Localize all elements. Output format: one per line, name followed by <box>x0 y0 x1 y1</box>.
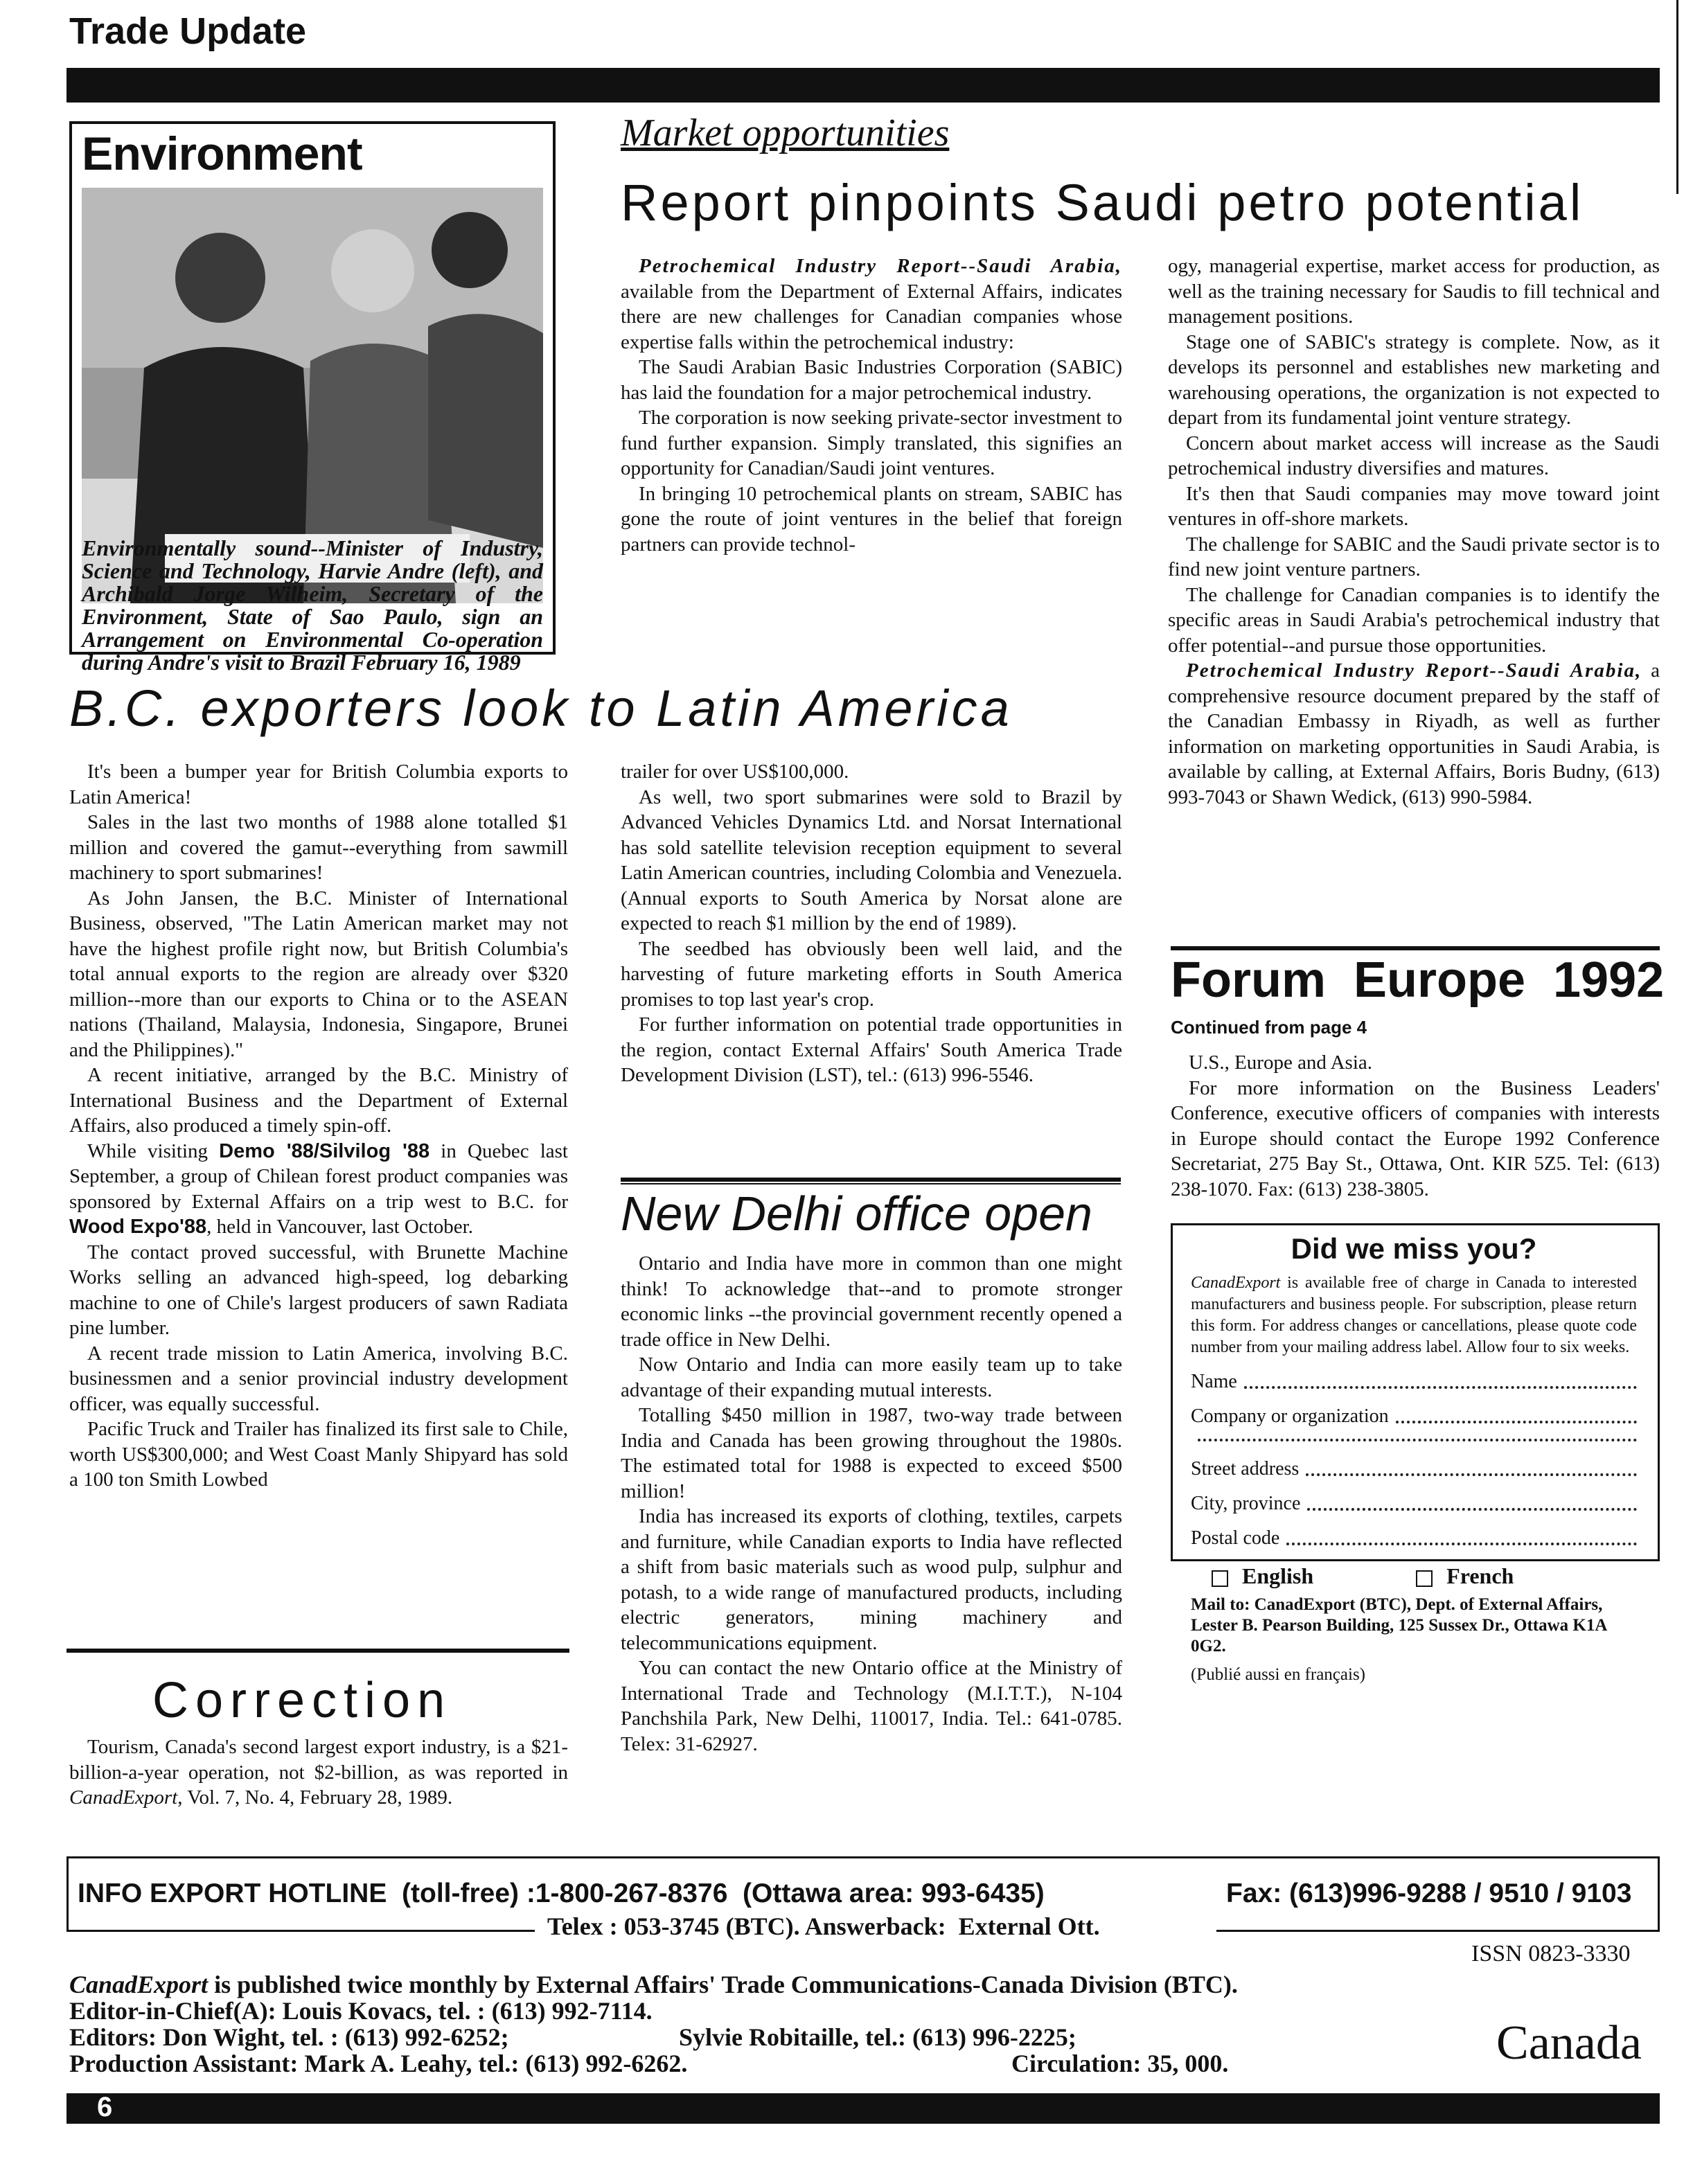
bc-text: As John Jansen, the B.C. Minister of International Business, observed, "The Latin American market may not have the highest profile right now, but British Columbia's total annual exports to the region are already over $320 million--more than our exports to China or to the ASEAN nations (Thailand, Malaysia, Indonesia, Singapore, Brunei and the Philippines)." <box>69 887 568 1061</box>
canada-wordmark: Canada <box>1496 2016 1642 2070</box>
masthead <box>69 1971 1524 2077</box>
form-field-label: Company or organization <box>1191 1405 1389 1427</box>
masthead-editors <box>69 2024 1524 2050</box>
bc-text: As well, two sport submarines were sold to Brazil by Advanced Vehicles Dynamics Ltd. and Norsat International has sold satellite television reception equipment to several Latin American countries, including Colombia and Venezuela. (Annual exports to South America by Norsat alone are expected to reach $1 million by the end of 1989). <box>621 785 1122 934</box>
page-number: 6 <box>97 2092 113 2122</box>
bc-paragraph <box>69 886 568 1063</box>
environment-heading: Environment <box>82 127 362 180</box>
french-checkbox[interactable] <box>1416 1570 1433 1587</box>
forum-continued: Continued from page 4 <box>1171 1017 1367 1038</box>
bc-paragraph <box>621 785 1122 936</box>
forum-paragraph: U.S., Europe and Asia. <box>1189 1051 1372 1074</box>
saudi-text: available from the Department of External Affairs, indicates there are new challenges for Canadian companies whose expertise falls within the petrochemical industry: <box>621 280 1122 353</box>
section-title: Trade Update <box>69 10 307 52</box>
saudi-report-title: Petrochemical Industry Report--Saudi Arabia, <box>1186 659 1642 682</box>
bc-paragraph <box>69 1417 568 1493</box>
saudi-column-2 <box>1168 254 1660 810</box>
saudi-paragraph <box>1168 583 1660 659</box>
issn: ISSN 0823-3330 <box>1471 1941 1631 1967</box>
saudi-text: a comprehensive resource document prepared by the staff of the Canadian Embassy in Riyadh, as well as further information on marketing opportunities in Saudi Arabia, is available by calling, at External Affairs, Boris Budny, (613) 993-7043 or Shawn Wedick, (613) 990-5984. <box>1168 659 1660 808</box>
saudi-text: The corporation is now seeking private-sector investment to fund further expansion. Simply translated, this signifies an opportunity for Canadian/Saudi joint ventures. <box>621 407 1122 479</box>
circulation: Circulation: 35, 000. <box>1011 2050 1229 2077</box>
saudi-headline: Report pinpoints Saudi petro potential <box>621 174 1584 231</box>
forum-rule <box>1171 946 1660 950</box>
saudi-text: The challenge for Canadian companies is to identify the specific areas in Saudi Arabia's petrochemical industry that offer potential--and pursue those opportunities. <box>1168 583 1660 657</box>
correction-body <box>69 1734 568 1811</box>
saudi-paragraph <box>621 405 1122 481</box>
bc-headline: B.C. exporters look to Latin America <box>69 680 1013 737</box>
hotline-fax: Fax: (613)996-9288 / 9510 / 9103 <box>1226 1879 1632 1908</box>
saudi-kicker: Market opportunities <box>621 112 950 154</box>
miss-you-body <box>1191 1272 1637 1358</box>
bc-text: The seedbed has obviously been well laid, and the harvesting of future marketing efforts in South America promises to top last year's crop. <box>621 937 1122 1011</box>
bc-text: A recent initiative, arranged by the B.C. Ministry of International Business and the Department of External Affairs, also produced a timely spin-off. <box>69 1064 568 1137</box>
editor-1: Editors: Don Wight, tel. : (613) 992-6252; <box>69 2023 509 2051</box>
form-field[interactable] <box>1191 1457 1637 1482</box>
miss-you-text: is available free of charge in Canada to interested manufacturers and business people. For subscription, please return this form. For address changes or cancellations, please quote code number from your mailing address label. Allow four to six weeks. <box>1191 1274 1637 1356</box>
saudi-paragraph <box>621 481 1122 558</box>
saudi-text: The challenge for SABIC and the Saudi private sector is to find new joint venture partners. <box>1168 533 1660 580</box>
delhi-paragraph: Ontario and India have more in common than one might think! To acknowledge that--and to promote stronger economic links --the provincial government recently opened a trade office in New Delhi. <box>621 1252 1122 1351</box>
correction-text-end: , Vol. 7, No. 4, February 28, 1989. <box>177 1786 453 1809</box>
bc-paragraph <box>621 759 1122 785</box>
form-field-label: Postal code <box>1191 1527 1280 1549</box>
edge-mark <box>1676 0 1678 194</box>
correction-text: Tourism, Canada's second largest export industry, is a $21-billion-a-year operation, not $2-billion, as was reported in <box>69 1736 568 1784</box>
environment-box <box>69 121 556 675</box>
form-field[interactable] <box>1191 1404 1637 1429</box>
saudi-column-1 <box>621 254 1122 557</box>
form-fields <box>1191 1369 1637 1551</box>
saudi-paragraph <box>1168 431 1660 481</box>
form-field-input-line[interactable] <box>1396 1421 1637 1423</box>
form-field-input-line[interactable] <box>1198 1439 1637 1441</box>
bc-paragraph <box>621 936 1122 1013</box>
saudi-text: ogy, managerial expertise, market access for production, as well as the training necessary for Saudis to fill technical and management positions. <box>1168 255 1660 328</box>
bc-text: The contact proved successful, with Brunette Machine Works selling an advanced high-speed, log debarking machine to one of Chile's largest producers of sawn Radiata pine lumber. <box>69 1241 568 1339</box>
french-label: French <box>1446 1563 1514 1588</box>
saudi-paragraph <box>621 254 1122 355</box>
editor-2: Sylvie Robitaille, tel.: (613) 996-2225; <box>679 2023 1076 2051</box>
masthead-publisher: is published twice monthly by External Affairs' Trade Communications-Canada Division (BTC). <box>208 1971 1238 1998</box>
form-field-input-line[interactable] <box>1306 1473 1637 1476</box>
delhi-rule <box>621 1178 1121 1184</box>
delhi-headline: New Delhi office open <box>621 1187 1092 1241</box>
bc-text: While visiting <box>87 1139 220 1162</box>
form-field-input-line[interactable] <box>1286 1543 1637 1545</box>
bc-column-2 <box>621 759 1122 1088</box>
bc-paragraph <box>69 810 568 886</box>
masthead-line1 <box>69 1971 1524 1998</box>
masthead-production <box>69 2050 1524 2077</box>
saudi-paragraph <box>1168 532 1660 583</box>
saudi-report-title: Petrochemical Industry Report--Saudi Arabia, <box>639 255 1122 277</box>
bc-text: trailer for over US$100,000. <box>621 761 849 783</box>
forum-body <box>1171 1050 1660 1202</box>
bc-paragraph <box>69 1063 568 1139</box>
bc-text: in Quebec last September, a group of Chilean forest product companies was sponsored by External Affairs on a trip west to B.C. for <box>69 1139 568 1213</box>
forum-headline: Forum Europe 1992 <box>1171 952 1665 1008</box>
top-rule <box>67 68 1660 103</box>
bc-text: It's been a bumper year for British Columbia exports to Latin America! <box>69 761 568 808</box>
saudi-paragraph <box>1168 254 1660 330</box>
masthead-editor-in-chief: Editor-in-Chief(A): Louis Kovacs, tel. : (613) 992-7114. <box>69 1997 653 2025</box>
miss-you-form <box>1171 1223 1660 1684</box>
bc-text: Sales in the last two months of 1988 alone totalled $1 million and covered the gamut--everything from sawmill machinery to sport submarines! <box>69 811 568 884</box>
saudi-text: Stage one of SABIC's strategy is complete. Now, as it develops its personnel and establishes new marketing and warehousing operations, the organization is not expected to depart from its fundamental joint venture strategy. <box>1168 330 1660 429</box>
saudi-text: Concern about market access will increase as the Saudi petrochemical industry diversifies and matures. <box>1168 432 1660 479</box>
hotline-main: INFO EXPORT HOTLINE (toll-free) :1-800-267-8376 (Ottawa area: 993-6435) <box>78 1879 1045 1908</box>
mail-to: Mail to: CanadExport (BTC), Dept. of External Affairs, Lester B. Pearson Building, 125 Sussex Dr., Ottawa K1A 0G2. <box>1191 1595 1607 1655</box>
bottom-rule <box>67 2093 1660 2124</box>
production-assistant: Production Assistant: Mark A. Leahy, tel.: (613) 992-6262. <box>69 2050 688 2077</box>
form-field[interactable] <box>1191 1369 1637 1394</box>
delhi-paragraph: India has increased its exports of clothing, textiles, carpets and furniture, while Canadian exports to India have reflected a shift from basic materials such as wood pulp, sulphur and potash, to a wide range of manufactured products, including electric generators, mining machinery and telecommunications equipment. <box>621 1505 1122 1654</box>
bc-event-name: Wood Expo'88 <box>69 1216 207 1238</box>
form-field[interactable] <box>1191 1526 1637 1551</box>
english-label: English <box>1242 1563 1314 1588</box>
saudi-paragraph <box>1168 481 1660 532</box>
correction-headline: Correction <box>152 1673 452 1728</box>
environment-caption: Environmentally sound--Minister of Industry, Science and Technology, Harvie Andre (left), and Archibald Jorge Wilheim, Secretary of the Environment, State of Sao Paulo, sign an Arrangement on Environmental Co-operation during Andre's visit to Brazil February 16, 1989 <box>82 535 543 675</box>
masthead-pub: CanadExport <box>69 1971 209 1998</box>
english-option[interactable] <box>1212 1563 1313 1588</box>
saudi-paragraph <box>621 355 1122 405</box>
saudi-text: The Saudi Arabian Basic Industries Corporation (SABIC) has laid the foundation for a major petrochemical industry. <box>621 356 1122 404</box>
correction-pub: CanadExport <box>69 1786 178 1809</box>
saudi-text: In bringing 10 petrochemical plants on stream, SABIC has gone the route of joint ventures in the belief that foreign partners can provide technol- <box>621 482 1122 556</box>
hotline-rule-right <box>1216 1930 1660 1932</box>
bc-column-1 <box>69 759 568 1493</box>
correction-rule <box>67 1649 569 1653</box>
miss-you-pub: CanadExport <box>1191 1274 1281 1292</box>
bc-paragraph <box>621 1012 1122 1088</box>
form-field-label: Street address <box>1191 1458 1300 1480</box>
form-field-input-line[interactable] <box>1307 1508 1637 1511</box>
bc-paragraph <box>69 1240 568 1341</box>
miss-you-headline: Did we miss you? <box>1291 1232 1537 1265</box>
form-field[interactable] <box>1191 1491 1637 1516</box>
saudi-paragraph <box>1168 658 1660 810</box>
hotline-telex: Telex : 053-3745 (BTC). Answerback: External Ott. <box>547 1912 1100 1940</box>
hotline-rule-left <box>67 1930 535 1932</box>
form-field-input-line[interactable] <box>1244 1386 1637 1389</box>
saudi-paragraph <box>1168 330 1660 431</box>
english-checkbox[interactable] <box>1212 1570 1228 1587</box>
bc-paragraph <box>69 1139 568 1240</box>
language-options <box>1191 1563 1637 1589</box>
bc-paragraph <box>69 1341 568 1417</box>
delhi-paragraph: You can contact the new Ontario office at the Ministry of International Trade and Technology (M.I.T.T.), N-104 Panchshila Park, New Delhi, 110017, India. Tel.: 641-0785. Telex: 31-62927. <box>621 1657 1122 1755</box>
bc-text: Pacific Truck and Trailer has finalized its first sale to Chile, worth US$300,000; and West Coast Manly Shipyard has sold a 100 ton Smith Lowbed <box>69 1418 568 1491</box>
forum-paragraph: For more information on the Business Leaders' Conference, executive officers of companies with interests in Europe should contact the Europe 1992 Conference Secretariat, 275 Bay St., Ottawa, Ont. KIR 5Z5. Tel: (613) 238-1070. Fax: (613) 238-3805. <box>1171 1076 1660 1200</box>
delhi-paragraph: Totalling $450 million in 1987, two-way trade between India and Canada has been growing throughout the 1980s. The estimated total for 1988 is expected to exceed $500 million! <box>621 1404 1122 1502</box>
form-field-label: Name <box>1191 1371 1237 1392</box>
bc-text: , held in Vancouver, last October. <box>206 1216 473 1238</box>
french-option[interactable] <box>1416 1563 1514 1588</box>
bc-paragraph <box>69 759 568 810</box>
form-field[interactable] <box>1191 1439 1637 1447</box>
delhi-paragraph: Now Ontario and India can more easily team up to take advantage of their expanding mutual interests. <box>621 1353 1122 1401</box>
french-note: (Publié aussi en français) <box>1191 1665 1366 1684</box>
delhi-body <box>621 1251 1122 1757</box>
saudi-text: It's then that Saudi companies may move toward joint ventures in off-shore markets. <box>1168 482 1660 530</box>
bc-text: A recent trade mission to Latin America, involving B.C. businessmen and a senior provincial industry development officer, was equally successful. <box>69 1342 568 1415</box>
form-field-label: City, province <box>1191 1493 1301 1514</box>
bc-text: For further information on potential trade opportunities in the region, contact External Affairs' South America Trade Development Division (LST), tel.: (613) 996-5546. <box>621 1013 1122 1086</box>
bc-event-name: Demo '88/Silvilog '88 <box>219 1139 430 1162</box>
